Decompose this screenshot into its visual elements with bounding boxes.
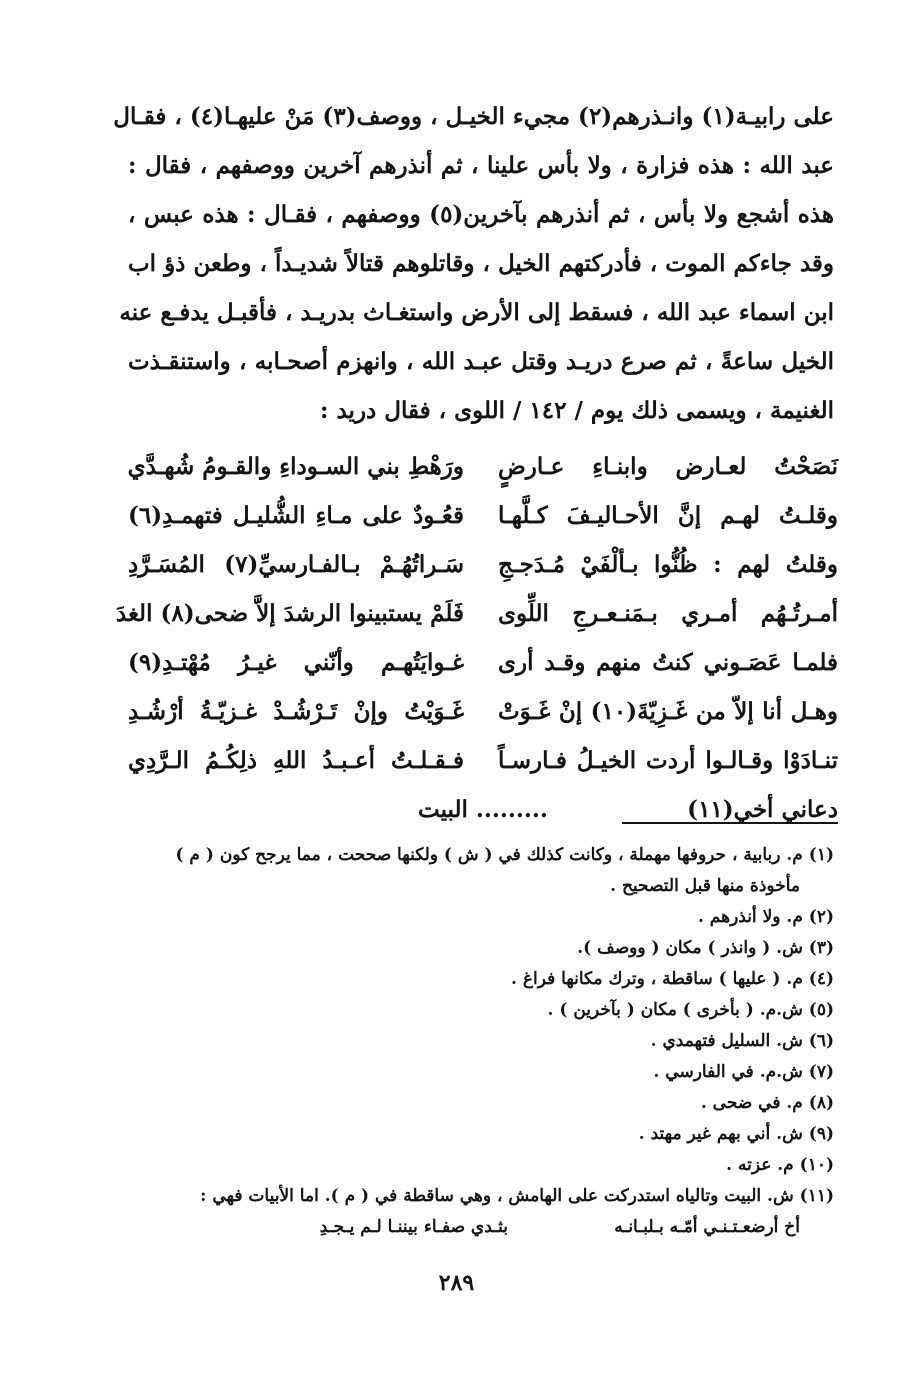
footnote-continuation: مأخوذة منها قبل التصحيح . — [610, 876, 800, 896]
verse — [128, 736, 838, 785]
text-line: عبد الله : هذه فزارة ، ولا بأس علينا ، ثم أنذرهم آخرين ووصفهم ، فقال : — [128, 152, 834, 179]
page-number: ٢٨٩ — [438, 1270, 475, 1296]
verse-first-hemistich: أمـرتُـهُم أمـري بـمَنـعـرجِ اللِّوى — [498, 600, 838, 627]
footnote-text: ش. ( وانذر ) مكان ( ووصف ). — [577, 938, 803, 958]
verse-first-hemistich: وقلتُ لهم : ظُنُّوا بـألْفَيْ مُـدَجـجِ — [498, 551, 838, 578]
verse-second-hemistich: ورَهْطِ بني السـوداءِ والقـومُ شُهـدَّي — [127, 453, 464, 480]
verse-first-hemistich: دعاني أخي(١١) — [687, 796, 838, 823]
footnote — [128, 1088, 834, 1119]
footnote-number: (٧) — [808, 1062, 834, 1082]
verse-second-hemistich: غـوايَتُهـم وأنّني غيـرُ مُهْتـدِ(٩) — [128, 649, 464, 676]
verse — [128, 638, 838, 687]
verse-second-hemistich: غَـوَيْتُ وإنْ تَـرْشُـدْ غـزيّـةُ أرْشُـدِ — [128, 698, 464, 725]
verse — [128, 540, 838, 589]
footnote-number: (٤) — [808, 969, 834, 989]
footnote — [128, 933, 834, 964]
footnote-text: م. ولا أنذرهم . — [697, 907, 803, 927]
footnote-number: (٢) — [808, 907, 834, 927]
verse-second-hemistich: سَـراتُهُـمْ بـالفـارسيِّ(٧) المُسَـرَّدِ — [128, 551, 464, 578]
verse-second-hemistich: قعُـودٌ على مـاءِ الشُّليـل فتهمـدِ(٦) — [128, 502, 464, 529]
footnote-divider — [622, 822, 838, 824]
verse — [128, 785, 838, 834]
footnote-verse-first-hemistich: أخ أرضعـتـنـي أمّـه بـلبـانـه — [614, 1217, 800, 1237]
footnote-text: ش. أني بهم غير مهتد . — [638, 1124, 803, 1144]
footnote — [128, 1026, 834, 1057]
poem — [115, 442, 838, 834]
footnote-text: م. ربابية ، حروفها مهملة ، وكانت كذلك في ( ش ) ولكنها صححت ، مما يرجح كون ( م ) — [175, 845, 803, 865]
verse-first-hemistich: تنـادَوْا وقـالـوا أردت الخيـلُ فـارسـاً — [498, 747, 838, 774]
footnote-text: ش. البيت وتالياه استدركت على الهامش ، وهي ساقطة في ( م ). اما الأبيات فهي : — [200, 1186, 794, 1206]
footnote-text: م. في ضحى . — [700, 1093, 803, 1113]
footnote-verse — [128, 1212, 800, 1243]
verse-first-hemistich: نَصَحْتُ لعـارض وابنـاءِ عـارضٍ — [498, 453, 838, 480]
footnote-number: (٩) — [808, 1124, 834, 1144]
verse — [128, 687, 838, 736]
text-line: هذه أشجع ولا بأس ، ثم أنذرهم بآخرين(٥) ووصفهم ، فقـال : هذه عبس ، — [128, 201, 834, 228]
footnote — [128, 902, 834, 933]
text-line: وقد جاءكم الموت ، فأدركتهم الخيل ، وقاتلوهم قتالاً شديـداً ، وطعن ذؤ اب — [128, 250, 834, 277]
text-line: على رابيـة(١) وانـذرهم(٢) مجيء الخيـل ، ووصف(٣) مَنْ عليهـا(٤) ، فقـال — [113, 103, 834, 130]
footnote-number: (٣) — [808, 938, 834, 958]
verse-first-hemistich: وقلـتُ لهـم إنَّ الأحـاليـفَ كـلَّهـا — [498, 502, 838, 529]
footnote-text: م. عزته . — [726, 1155, 794, 1175]
verse — [115, 589, 838, 638]
footnote-number: (٨) — [808, 1093, 834, 1113]
footnote — [128, 995, 834, 1026]
text-line: ابن اسماء عبد الله ، فسقط إلى الأرض واستغـاث بدريـد ، فأقبـل يدفـع عنه — [119, 299, 834, 326]
verse-first-hemistich: وهـل أنا إلاّ من غَـزِيّةَ(١٠) إنْ غَـوَتْ — [498, 698, 838, 725]
text-line: الغنيمة ، ويسمى ذلك يوم / ١٤٢ / اللوى ، فقال دريد : — [319, 397, 834, 424]
footnote-text: م. ( عليها ) ساقطة ، وترك مكانها فراغ . — [510, 969, 803, 989]
footnote — [128, 964, 834, 995]
footnote — [128, 1150, 834, 1181]
footnote-number: (٥) — [808, 1000, 834, 1020]
footnote-number: (٦) — [808, 1031, 834, 1051]
footnote — [128, 1119, 834, 1150]
footnote-number: (١٠) — [799, 1155, 834, 1175]
verse-second-hemistich: فَلَمْ يستبينوا الرشدَ إلاَّ ضحى(٨) الغدَ — [115, 600, 464, 627]
verse-second-hemistich: فـقـلـتُ أعـبـدُ اللهِ ذلِكُـمُ الـرَّدِي — [128, 747, 464, 774]
footnote — [128, 1057, 834, 1088]
text-line: الخيل ساعةً ، ثم صرع دريـد وقتل عبـد الله ، وانهزم أصحـابه ، واستنقـذت — [128, 348, 835, 375]
footnote-number: (١) — [808, 845, 834, 865]
verse-first-hemistich: فلمـا عَصَـوني كنتُ منهم وقـد أرى — [498, 649, 838, 676]
footnote-verse-second-hemistich: بثـدي صفـاء بيننـا لـم يـجـدِ — [319, 1217, 508, 1237]
verse — [128, 491, 838, 540]
footnote-number: (١١) — [799, 1186, 834, 1206]
footnote — [128, 1181, 834, 1212]
footnote-text: ش. السليل فتهمدي . — [650, 1031, 803, 1051]
verse-second-hemistich: ......... البيت — [418, 796, 548, 823]
footnote — [128, 840, 834, 902]
footnote-text: ش.م. ( بأخرى ) مكان ( بآخرين ) . — [547, 1000, 803, 1020]
main-text — [113, 92, 835, 435]
footnotes — [128, 840, 834, 1243]
footnote-text: ش.م. في الفارسي . — [653, 1062, 803, 1082]
verse — [128, 442, 838, 491]
